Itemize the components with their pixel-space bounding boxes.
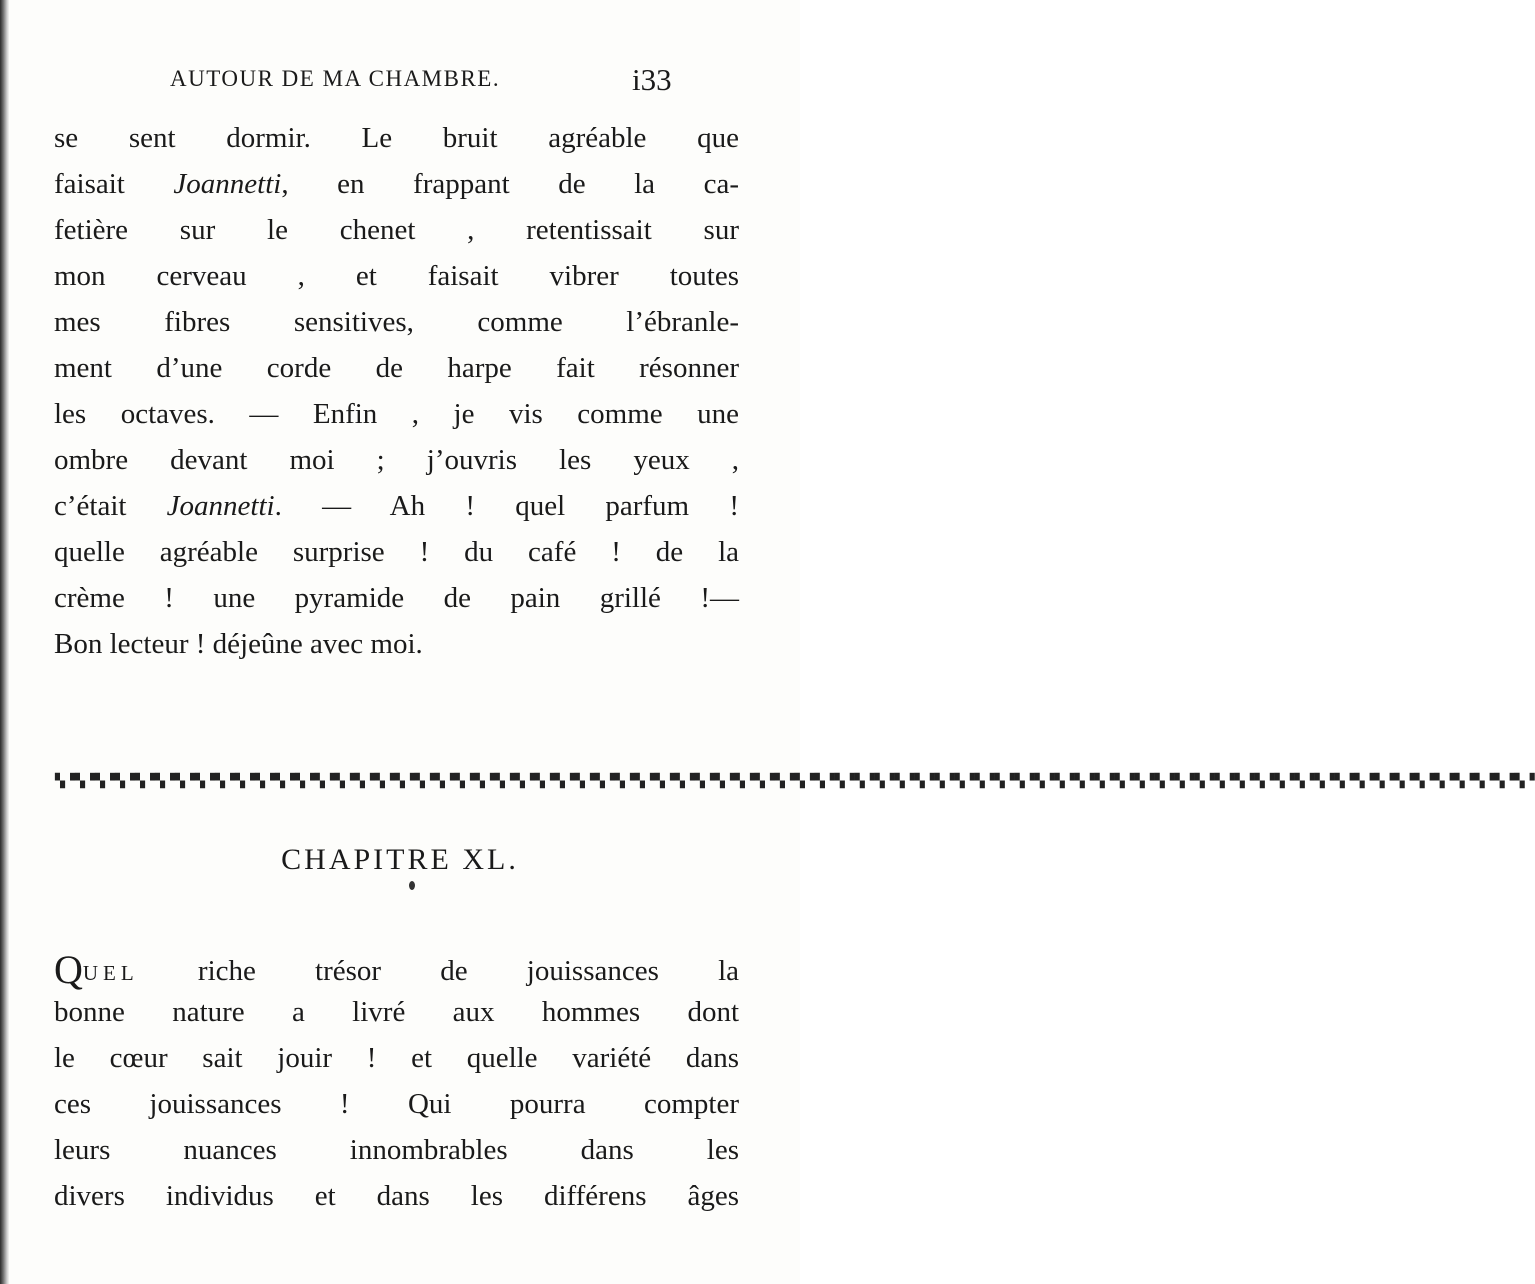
text-line: QUEL riche trésor de jouissances la [54,947,740,992]
text-line: ces jouissances ! Qui pourra compter [54,1088,739,1120]
text-line: ombre devant moi ; j’ouvris les yeux , [54,444,739,476]
text-line: divers individus et dans les différens âges [54,1180,739,1212]
drop-cap: Q [54,947,83,992]
text-line: ment d’une corde de harpe fait résonner [54,352,739,384]
text-line: le cœur sait jouir ! et quelle variété dans [54,1042,739,1074]
text-line: mon cerveau , et faisait vibrer toutes [54,260,739,292]
decorative-rule: ▚▝▚▝▚▝▚▝▚▝▚▝▚▝▚▝▚▝▚▝▚▝▚▝▚▝▚▝▚▝▚▝▚▝▚▝▚▝▚▝▚▝▚▝▚▝▚▝▚▝▚▝▚▝▚▝▚▝▚▝▚▝▚▝▚▝▚▝▚▝▚▝▚▝▚▝▚▝▚▝▚▝▚▝▚▝▚▝▚▝▚▝▚▝▚▝▚▝▚▝▚▝▚▝▚▝▚▝▚▝▚▝▚▝▚▝▚▝▚▝▚▝▚▝▚▝▚▝▚▝▚▝▚▝▚▝▚▝▚▝▚▝▚▝▚▝▚▝ [55,773,1535,788]
text-line: crème ! une pyramide de pain grillé !— [54,582,739,614]
chapter-heading: CHAPITRE XL. [281,843,519,876]
italic-name: Joannetti [173,168,282,200]
text-line: leurs nuances innombrables dans les [54,1134,739,1166]
text-line: quelle agréable surprise ! du café ! de la [54,536,739,568]
text-line: bonne nature a livré aux hommes dont [54,996,739,1028]
italic-name: Joannetti [166,490,275,522]
text-line: c’était Joannetti. — Ah ! quel parfum ! [54,490,739,522]
running-head-title: AUTOUR DE MA CHAMBRE. [170,66,501,91]
text-line: fetière sur le chenet , retentissait sur [54,214,739,246]
running-head [0,62,800,102]
text-line: se sent dormir. Le bruit agréable que [54,122,739,154]
text-line: les octaves. — Enfin , je vis comme une [54,398,739,430]
text-line: Bon lecteur ! déjeûne avec moi. [54,628,423,660]
page-number: i33 [632,62,672,97]
ink-mark [409,881,415,890]
text-line: faisait Joannetti, en frappant de la ca- [54,168,739,200]
page-gutter-shadow [0,0,9,1284]
text-line: mes fibres sensitives, comme l’ébranle- [54,306,739,338]
small-caps-word: UEL [82,961,139,985]
